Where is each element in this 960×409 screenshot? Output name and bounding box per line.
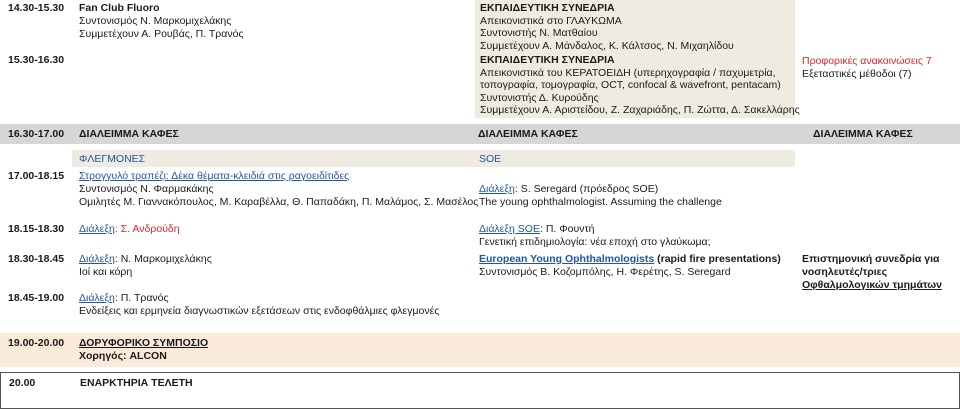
row2-mid-subject-1: Απεικονιστικά του ΚΕΡΑΤΟΕΙΔΗ (υπερηχογραφία / παχυμετρία, bbox=[480, 66, 776, 79]
row1-coordinator: Συντονισμός Ν. Μαρκομιχελάκης bbox=[79, 15, 232, 27]
header-mid-label: SOE bbox=[479, 153, 502, 165]
row4-soe-speaker: : Π. Φουντή bbox=[539, 223, 595, 235]
row3-mid-line2: The young ophthalmologist. Assuming the challenge bbox=[479, 196, 722, 208]
row2-right-line2: Εξεταστικές μέθοδοι (7) bbox=[802, 67, 912, 80]
row7-time: 19.00-20.00 bbox=[8, 337, 65, 349]
row2-right bbox=[802, 53, 960, 80]
row7-sponsor: Χορηγός: ALCON bbox=[79, 350, 167, 362]
row5-right bbox=[802, 253, 960, 292]
row6-lecture-label: Διάλεξη bbox=[79, 292, 115, 304]
row3-speakers: Ομιλητές Μ. Γιαννακόπουλος, Μ. Καραβέλλα, Θ. Παπαδάκη, Π. Μαλάμος, Σ. Μασέλος bbox=[79, 196, 479, 208]
row4-left bbox=[79, 223, 180, 236]
row5-left bbox=[79, 253, 212, 266]
coffee-break-row bbox=[0, 124, 960, 144]
row1-time: 14.30-15.30 bbox=[8, 2, 65, 14]
row5-mid-line2: Συντονισμός Β. Κοζομπόλης, Η. Φερέτης, S. Seregard bbox=[479, 266, 731, 278]
row8-title: ΕΝΑΡΚΤΗΡΙΑ ΤΕΛΕΤΗ bbox=[80, 377, 193, 389]
row5-left-line2: Ιοί και κόρη bbox=[79, 266, 133, 278]
row3-coordinator: Συντονισμός Ν. Φαρμακάκης bbox=[79, 183, 214, 195]
row3-lecture-label: Διάλεξη bbox=[479, 183, 515, 195]
row1-mid-subject: Απεικονιστικά στο ΓΛΑΥΚΩΜΑ bbox=[480, 14, 622, 27]
row4-lecture-speaker: : Σ. Ανδρούδη bbox=[114, 223, 180, 235]
row4-lecture-label: Διάλεξη bbox=[79, 223, 115, 235]
row4-time: 18.15-18.30 bbox=[8, 223, 65, 235]
row1-mid-coordinator: Συντονιστής Ν. Ματθαίου bbox=[480, 27, 598, 39]
row2-mid-title: ΕΚΠΑΙΔΕΥΤΙΚΗ ΣΥΝΕΔΡΙΑ bbox=[480, 54, 615, 66]
row1-left bbox=[0, 0, 360, 53]
row3-mid-line1 bbox=[479, 183, 658, 196]
header-left bbox=[72, 150, 475, 167]
header-mid bbox=[475, 150, 795, 167]
row1-mid bbox=[475, 0, 795, 53]
row2-mid-coordinator: Συντονιστής Δ. Κυρούδης bbox=[480, 91, 599, 104]
break-label-1: ΔΙΑΛΕΙΜΜΑ ΚΑΦΕΣ bbox=[79, 128, 179, 140]
row4-soe-label: Διάλεξη SOE bbox=[479, 223, 540, 235]
row5-right-line3: Οφθαλμολογικών τμημάτων bbox=[802, 279, 943, 291]
row3-roundtable-title: Στρογγυλό τραπέζι: Δέκα θέματα-κλειδιά στις ραγοειδίτιδες bbox=[79, 170, 350, 182]
row5-right-line2: νοσηλευτές/τριες bbox=[802, 266, 888, 278]
row2-time: 15.30-16.30 bbox=[8, 54, 65, 66]
row8-time: 20.00 bbox=[9, 377, 36, 389]
row1-participants: Συμμετέχουν Α. Ρουβάς, Π. Τρανός bbox=[79, 28, 244, 40]
row6-left-line2: Ενδείξεις και ερμηνεία διαγνωστικών εξετάσεων στις ενδοφθάλμιες φλεγμονές bbox=[79, 305, 440, 317]
row5-lecture-speaker: : Ν. Μαρκομιχελάκης bbox=[114, 253, 212, 265]
row2-mid-participants: Συμμετέχουν Α. Αριστείδου, Ζ. Ζαχαριάδης, Π. Ζώττα, Δ. Σακελλάρης bbox=[480, 104, 800, 116]
break-label-3: ΔΙΑΛΕΙΜΜΑ ΚΑΦΕΣ bbox=[813, 128, 913, 140]
row4-mid-line2: Γενετική επιδημιολογία: νέα εποχή στο γλαύκωμα; bbox=[479, 236, 711, 248]
row2-mid bbox=[475, 53, 800, 118]
row7-title: ΔΟΡΥΦΟΡΙΚΟ ΣΥΜΠΟΣΙΟ bbox=[79, 337, 209, 349]
row3-lecture-speaker: : S. Seregard (πρόεδρος SOE) bbox=[514, 183, 659, 195]
row3-time: 17.00-18.15 bbox=[8, 170, 65, 182]
row1-mid-participants: Συμμετέχουν Α. Μάνδαλος, Κ. Κάλτσος, Ν. Μιχαηλίδου bbox=[480, 39, 734, 52]
break-time: 16.30-17.00 bbox=[8, 128, 65, 140]
row4-mid-line1 bbox=[479, 223, 594, 236]
break-label-2: ΔΙΑΛΕΙΜΜΑ ΚΑΦΕΣ bbox=[478, 128, 578, 140]
row5-eyo-label: European Young Ophthalmologists bbox=[479, 253, 655, 265]
row2-right-line1: Προφορικές ανακοινώσεις 7 bbox=[802, 55, 932, 67]
row5-mid-line1 bbox=[479, 253, 781, 266]
opening-ceremony-row bbox=[0, 372, 960, 409]
row5-right-line1: Επιστημονική συνεδρία για bbox=[802, 253, 940, 265]
row6-left bbox=[79, 292, 169, 305]
row6-time: 18.45-19.00 bbox=[8, 292, 65, 304]
header-left-label: ΦΛΕΓΜΟΝΕΣ bbox=[79, 153, 146, 165]
satellite-symposium-row bbox=[0, 333, 960, 367]
row6-lecture-speaker: : Π. Τρανός bbox=[114, 292, 169, 304]
row5-time: 18.30-18.45 bbox=[8, 253, 65, 265]
row2-mid-subject-2: τοπογραφία, τομογραφία, OCT, confocal & wavefront, pentacam) bbox=[480, 79, 781, 91]
row1-mid-title: ΕΚΠΑΙΔΕΥΤΙΚΗ ΣΥΝΕΔΡΙΑ bbox=[480, 2, 615, 14]
row5-lecture-label: Διάλεξη bbox=[79, 253, 115, 265]
row5-eyo-rest: (rapid fire presentations) bbox=[654, 253, 781, 265]
row1-title: Fan Club Fluoro bbox=[79, 2, 160, 14]
